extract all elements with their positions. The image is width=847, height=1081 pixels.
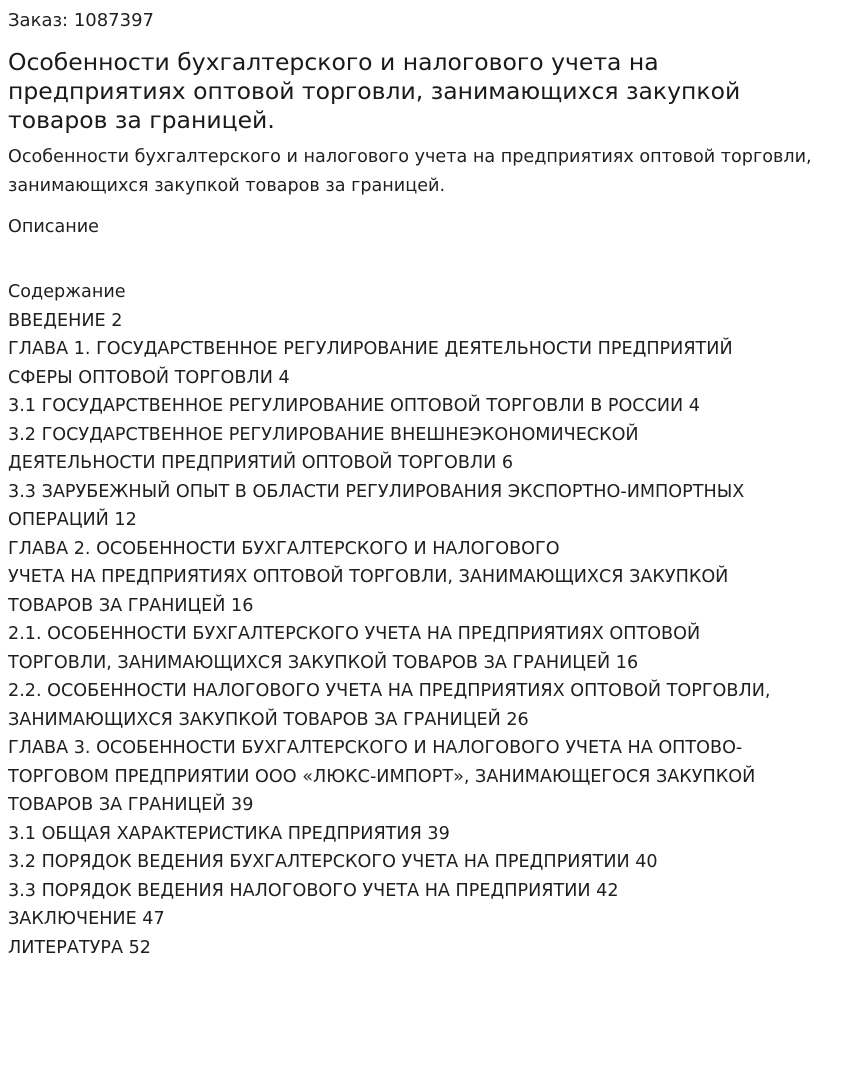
toc-line: ТОРГОВЛИ, ЗАНИМАЮЩИХСЯ ЗАКУПКОЙ ТОВАРОВ ЗА ГРАНИЦЕЙ 16 [8, 652, 639, 673]
toc-line: ВВЕДЕНИЕ 2 [8, 310, 123, 331]
toc-line: ЗАНИМАЮЩИХСЯ ЗАКУПКОЙ ТОВАРОВ ЗА ГРАНИЦЕЙ 26 [8, 709, 529, 730]
toc-line: 3.3 ПОРЯДОК ВЕДЕНИЯ НАЛОГОВОГО УЧЕТА НА ПРЕДПРИЯТИИ 42 [8, 880, 619, 901]
toc-line: ГЛАВА 3. ОСОБЕННОСТИ БУХГАЛТЕРСКОГО И НАЛОГОВОГО УЧЕТА НА ОПТОВО- [8, 738, 743, 758]
order-number: Заказ: 1087397 [8, 10, 154, 31]
toc-line: ГЛАВА 2. ОСОБЕННОСТИ БУХГАЛТЕРСКОГО И НАЛОГОВОГО [8, 538, 560, 559]
toc-line: СФЕРЫ ОПТОВОЙ ТОРГОВЛИ 4 [8, 367, 290, 388]
description-heading: Описание [8, 217, 100, 237]
toc-line: 3.1 ГОСУДАРСТВЕННОЕ РЕГУЛИРОВАНИЕ ОПТОВОЙ ТОРГОВЛИ В РОССИИ 4 [8, 396, 700, 416]
toc-line: ЗАКЛЮЧЕНИЕ 47 [8, 909, 165, 929]
toc-line: 3.3 ЗАРУБЕЖНЫЙ ОПЫТ В ОБЛАСТИ РЕГУЛИРОВАНИЯ ЭКСПОРТНО-ИМПОРТНЫХ [8, 481, 745, 502]
page-title: Особенности бухгалтерского и налогового учета на предприятиях оптовой торговли, занимающихся закупкой товаров за границей. [8, 48, 741, 134]
page-subtitle: Особенности бухгалтерского и налогового учета на предприятиях оптовой торговли, занимающихся закупкой товаров за границей. [8, 147, 812, 196]
toc-line: ТОВАРОВ ЗА ГРАНИЦЕЙ 39 [8, 795, 254, 815]
toc-line: 3.2 ГОСУДАРСТВЕННОЕ РЕГУЛИРОВАНИЕ ВНЕШНЕЭКОНОМИЧЕСКОЙ [8, 424, 639, 445]
toc-line: ГЛАВА 1. ГОСУДАРСТВЕННОЕ РЕГУЛИРОВАНИЕ ДЕЯТЕЛЬНОСТИ ПРЕДПРИЯТИЙ [8, 339, 733, 359]
toc-line: 2.2. ОСОБЕННОСТИ НАЛОГОВОГО УЧЕТА НА ПРЕДПРИЯТИЯХ ОПТОВОЙ ТОРГОВЛИ, [8, 681, 771, 701]
toc-line: ТОРГОВОМ ПРЕДПРИЯТИИ ООО «ЛЮКС-ИМПОРТ», ЗАНИМАЮЩЕГОСЯ ЗАКУПКОЙ [8, 766, 756, 787]
toc-line: 2.1. ОСОБЕННОСТИ БУХГАЛТЕРСКОГО УЧЕТА НА ПРЕДПРИЯТИЯХ ОПТОВОЙ [8, 624, 701, 644]
toc-line: Содержание [8, 282, 126, 302]
toc-line: ТОВАРОВ ЗА ГРАНИЦЕЙ 16 [8, 595, 254, 616]
toc-line: ЛИТЕРАТУРА 52 [8, 937, 151, 958]
toc-line: УЧЕТА НА ПРЕДПРИЯТИЯХ ОПТОВОЙ ТОРГОВЛИ, ЗАНИМАЮЩИХСЯ ЗАКУПКОЙ [8, 567, 729, 587]
toc-line: 3.2 ПОРЯДОК ВЕДЕНИЯ БУХГАЛТЕРСКОГО УЧЕТА НА ПРЕДПРИЯТИИ 40 [8, 852, 658, 872]
table-of-contents [8, 278, 839, 962]
toc-line: ОПЕРАЦИЙ 12 [8, 510, 137, 530]
toc-line: ДЕЯТЕЛЬНОСТИ ПРЕДПРИЯТИЙ ОПТОВОЙ ТОРГОВЛИ 6 [8, 453, 514, 473]
toc-line: 3.1 ОБЩАЯ ХАРАКТЕРИСТИКА ПРЕДПРИЯТИЯ 39 [8, 823, 450, 844]
